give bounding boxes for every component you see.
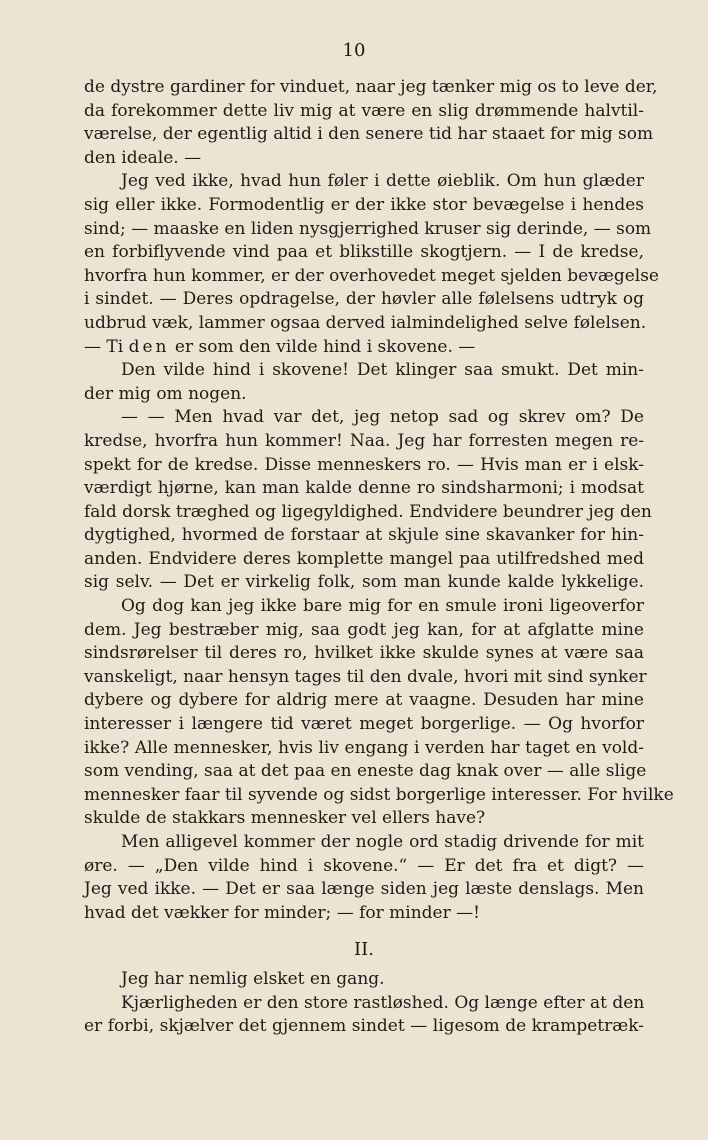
text-line: Kjærligheden er den store rastløshed. Og længe efter at den xyxy=(121,992,645,1013)
text-line: hvorfra hun kommer, er der overhovedet meget sjelden bevægelse xyxy=(84,265,659,286)
text-line: fald dorsk træghed og ligegyldighed. Endvidere beundrer jeg den xyxy=(84,501,652,522)
text-line: er forbi, skjælver det gjennem sindet — ligesom de krampetræk- xyxy=(84,1016,644,1037)
text-line: skulde de stakkars mennesker vel ellers have? xyxy=(84,808,486,829)
text-line: hvad det vækker for minder; — for minder —! xyxy=(84,902,480,923)
text-line: Den vilde hind i skovene! Det klinger saa smukt. Det min- xyxy=(121,360,644,381)
text-line: spekt for de kredse. Disse menneskers ro. — Hvis man er i elsk- xyxy=(84,454,644,475)
text-line: Jeg ved ikke. — Det er saa længe siden jeg læste denslags. Men xyxy=(84,879,644,900)
text-line: de dystre gardiner for vinduet, naar jeg tænker mig os to leve der, xyxy=(84,77,658,97)
text-line: værelse, der egentlig altid i den senere tid har staaet for mig som xyxy=(84,124,654,145)
text-line: Men alligevel kommer der nogle ord stadig drivende for mit xyxy=(121,832,644,852)
text-line: udbrud væk, lammer ogsaa derved ialmindelighed selve følelsen. xyxy=(84,312,647,333)
text-line: anden. Endvidere deres komplette mangel paa utilfredshed med xyxy=(84,548,644,569)
text-line: sig eller ikke. Formodentlig er der ikke stor bevægelse i hendes xyxy=(84,194,644,215)
text-line: dem. Jeg bestræber mig, saa godt jeg kan, for at afglatte mine xyxy=(84,619,644,640)
text-line: — — Men hvad var det, jeg netop sad og skrev om? De xyxy=(121,407,644,428)
text-line: ikke? Alle mennesker, hvis liv engang i verden har taget en vold- xyxy=(84,737,644,758)
text-line: kredse, hvorfra hun kommer! Naa. Jeg har forresten megen re- xyxy=(84,430,644,451)
text-line: øre. — „Den vilde hind i skovene.“ — Er det fra et digt? — xyxy=(84,855,644,876)
text-line: interesser i længere tid været meget borgerlige. — Og hvorfor xyxy=(84,714,644,735)
section-heading: II. xyxy=(354,939,374,961)
text-line: Og dog kan jeg ikke bare mig for en smule ironi ligeoverfor xyxy=(121,596,644,617)
text-line: en forbiflyvende vind paa et blikstille skogtjern. — I de kredse, xyxy=(84,242,644,263)
text-line: i sindet. — Deres opdragelse, der høvler alle følelsens udtryk og xyxy=(84,289,644,310)
text-line: den ideale. — xyxy=(84,147,202,168)
text-line: der mig om nogen. xyxy=(84,383,247,404)
text-line: sindsrørelser til deres ro, hvilket ikke skulde synes at være saa xyxy=(84,643,644,664)
page-number: 10 xyxy=(342,40,366,61)
text-segment: er som den vilde hind i skovene. — xyxy=(169,336,476,357)
text-line: vanskeligt, naar hensyn tages til den dvale, hvori mit sind synker xyxy=(84,666,647,687)
text-line: sig selv. — Det er virkelig folk, som man kunde kalde lykkelige. xyxy=(84,572,644,593)
text-line: dybere og dybere for aldrig mere at vaagne. Desuden har mine xyxy=(84,690,644,711)
text-line: Jeg ved ikke, hvad hun føler i dette øieblik. Om hun glæder xyxy=(121,171,644,192)
body-text xyxy=(84,76,674,1039)
text-line: som vending, saa at det paa en eneste dag knak over — alle slige xyxy=(84,761,647,782)
text-line: mennesker faar til syvende og sidst borgerlige interesser. For hvilke xyxy=(84,784,674,805)
text-line: sind; — maaske en liden nysgjerrighed kruser sig derinde, — som xyxy=(84,218,652,239)
text-segment: — Ti xyxy=(84,336,129,357)
text-line: dygtighed, hvormed de forstaar at skjule sine skavanker for hin- xyxy=(84,525,644,546)
spaced-word: den xyxy=(128,336,170,357)
text-line-spaced xyxy=(84,336,644,360)
text-line: Jeg har nemlig elsket en gang. xyxy=(121,968,385,989)
text-line: da forekommer dette liv mig at være en slig drømmende halvtil- xyxy=(84,100,644,121)
text-line: værdigt hjørne, kan man kalde denne ro sindsharmoni; i modsat xyxy=(84,478,644,499)
